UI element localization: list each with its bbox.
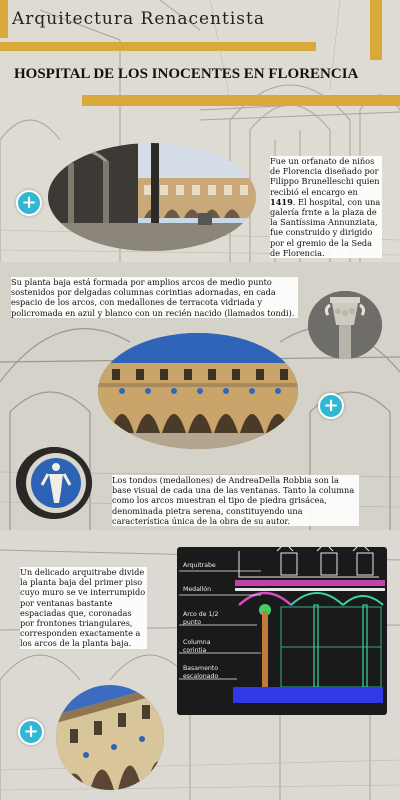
hospital-facade-photo — [98, 333, 298, 449]
intro-paragraph — [270, 156, 382, 258]
diagram-label-medallon: Medallón — [183, 586, 212, 593]
architecture-diagram — [177, 547, 387, 715]
gold-underline — [0, 42, 316, 51]
diagram-label-columna: Columna corintia — [183, 639, 211, 654]
section-heading: HOSPITAL DE LOS INOCENTES EN FLORENCIA — [14, 66, 359, 82]
expand-plus-button[interactable]: + — [18, 719, 44, 745]
intro-year: 1419 — [270, 196, 293, 207]
intro-text-pre: Fue un orfanato de niños de Florencia diseñado por Filippo Brunelleschi quien recibió el encargo en — [270, 156, 380, 197]
tondo-medallion-photo — [16, 447, 92, 519]
gold-bar-top — [0, 0, 8, 38]
gold-bar-mid — [82, 95, 400, 106]
intro-text-post: . El hospital, con una galería frnte a la plaza de la Santíssima Annunziata, fue construido y dirigido por el gremio de la Seda de Florencia. — [270, 196, 381, 258]
diagram-label-arquitrabe: Arquitrabe — [183, 562, 216, 569]
page-title: Arquitectura Renacentista — [12, 9, 265, 29]
diagram-drawing — [177, 547, 387, 715]
diagram-label-arco: Arco de 1/2 punto — [183, 611, 219, 626]
diagram-label-basamento: Basamento escalonado — [183, 665, 219, 680]
expand-plus-button[interactable]: + — [318, 393, 344, 419]
expand-plus-button[interactable]: + — [16, 190, 42, 216]
planta-paragraph: Su planta baja está formada por amplios arcos de medio punto sostenidos por delgadas columnas corintias adornadas, en cada espacio de los arcos, con medallones de terracota vidriada y policromada en azul y blanco con un recién nacido (llamados tondi). — [11, 277, 298, 318]
column-capital-photo — [308, 291, 382, 359]
tondos-paragraph: Los tondos (medallones) de AndreaDella Robbia son la base visual de cada una de las ventanas. Tanto la columna como los arcos muestran el tipo de piedra grisácea, denominada pietra serena, constituyendo una característica única de la obra de su autor. — [112, 475, 359, 526]
upper-floor-photo — [56, 685, 164, 790]
arquitrabe-paragraph: Un delicado arquitrabe divide la planta baja del primer piso cuyo muro se ve interrumpido por ventanas bastante espaciadas que, coronadas por frontones triangulares, corresponden exactamente a los arcos de la planta baja. — [20, 567, 146, 649]
gold-bar-right — [370, 0, 382, 60]
courtyard-photo — [48, 143, 256, 251]
